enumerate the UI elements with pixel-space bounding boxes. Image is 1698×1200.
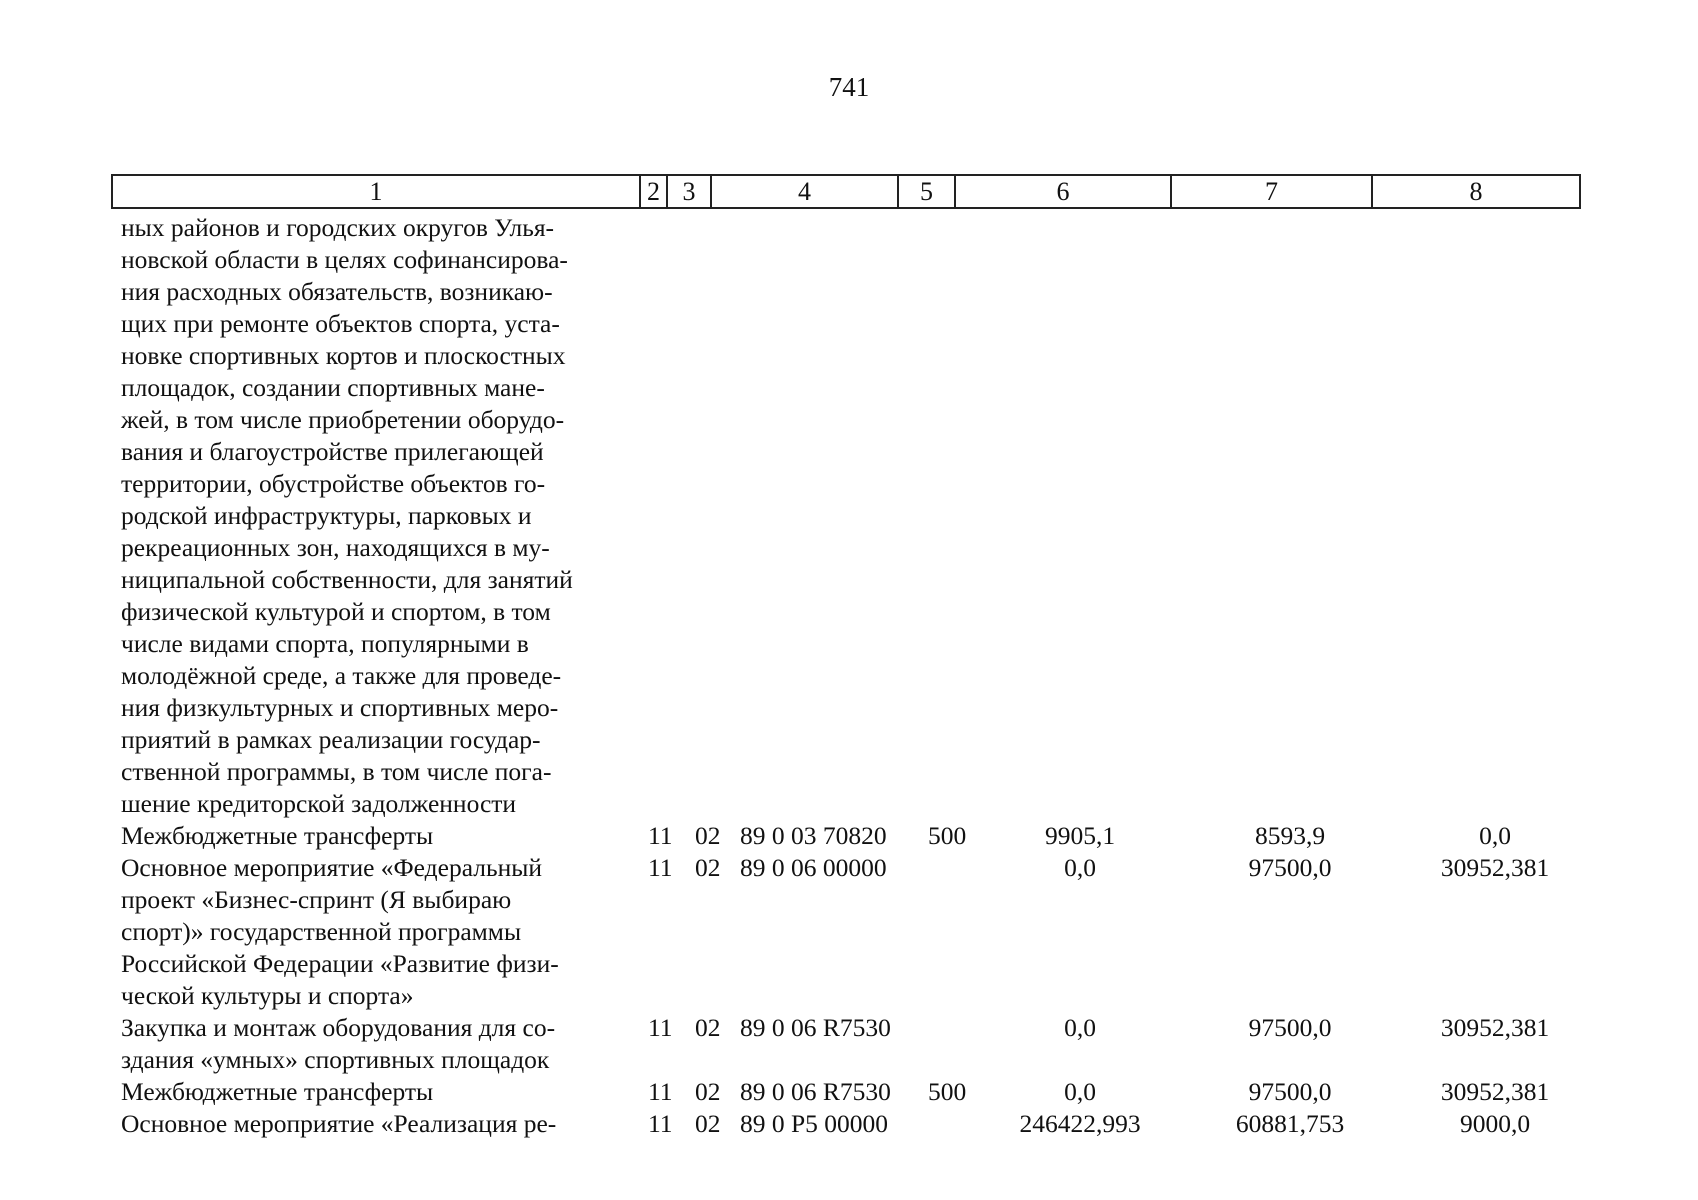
description-line: ния физкультурных и спортивных меро- (121, 693, 559, 722)
amount-col-7: 97500,0 (1248, 853, 1332, 882)
description-line: числе видами спорта, популярными в (121, 629, 529, 658)
description-line: ния расходных обязательств, возникаю- (121, 277, 553, 306)
target-article-code: 89 0 P5 00000 (740, 1109, 889, 1138)
description-line: Закупка и монтаж оборудования для со- (121, 1013, 556, 1042)
description-line: спорт)» государственной программы (121, 917, 522, 946)
column-header-table (111, 174, 1581, 209)
column-header-row (112, 175, 1580, 208)
amount-col-6: 246422,993 (1019, 1109, 1141, 1138)
section-code: 11 (648, 853, 673, 882)
amount-col-8: 30952,381 (1440, 1077, 1550, 1106)
expense-type-code: 500 (928, 821, 967, 850)
description-line: родской инфраструктуры, парковых и (121, 501, 532, 530)
amount-col-6: 9905,1 (1044, 821, 1116, 850)
column-header-1: 1 (112, 175, 640, 208)
description-line: ниципальной собственности, для занятий (121, 565, 573, 594)
row-description (121, 820, 627, 852)
description-line: ственной программы, в том числе пога- (121, 757, 552, 786)
target-article-code: 89 0 06 R7530 (740, 1013, 891, 1042)
amount-col-6: 0,0 (1064, 1077, 1096, 1106)
description-line: площадок, создании спортивных мане- (121, 373, 545, 402)
column-header-8: 8 (1372, 175, 1580, 208)
description-line: ческой культуры и спорта» (121, 981, 414, 1010)
subsection-code: 02 (695, 1077, 721, 1106)
column-header-3: 3 (667, 175, 711, 208)
section-code: 11 (648, 1077, 673, 1106)
description-line: щих при ремонте объектов спорта, уста- (121, 309, 560, 338)
section-code: 11 (648, 1013, 673, 1042)
description-line: приятий в рамках реализации государ- (121, 725, 541, 754)
description-line: рекреационных зон, находящихся в му- (121, 533, 550, 562)
amount-col-7: 97500,0 (1248, 1077, 1332, 1106)
row-description (121, 1012, 627, 1076)
subsection-code: 02 (695, 821, 721, 850)
section-code: 11 (648, 821, 673, 850)
description-line: новской области в целях софинансирова- (121, 245, 568, 274)
description-line: проект «Бизнес-спринт (Я выбираю (121, 885, 512, 914)
amount-col-7: 97500,0 (1248, 1013, 1332, 1042)
target-article-code: 89 0 06 R7530 (740, 1077, 891, 1106)
column-header-5: 5 (898, 175, 955, 208)
target-article-code: 89 0 06 00000 (740, 853, 887, 882)
description-line: территории, обустройстве объектов го- (121, 469, 546, 498)
column-header-2: 2 (640, 175, 667, 208)
amount-col-6: 0,0 (1064, 1013, 1096, 1042)
description-line: здания «умных» спортивных площадок (121, 1045, 550, 1074)
expense-type-code: 500 (928, 1077, 967, 1106)
description-line: вания и благоустройстве прилегающей (121, 437, 544, 466)
description-line: Межбюджетные трансферты (121, 1077, 434, 1106)
description-line: физической культурой и спортом, в том (121, 597, 551, 626)
section-code: 11 (648, 1109, 673, 1138)
description-line: Российской Федерации «Развитие физи- (121, 949, 559, 978)
amount-col-6: 0,0 (1064, 853, 1096, 882)
row-description (121, 852, 627, 1012)
amount-col-8: 30952,381 (1440, 853, 1550, 882)
row-description (121, 212, 627, 820)
amount-col-8: 9000,0 (1459, 1109, 1531, 1138)
description-line: Межбюджетные трансферты (121, 821, 434, 850)
amount-col-8: 0,0 (1479, 821, 1511, 850)
subsection-code: 02 (695, 853, 721, 882)
description-line: шение кредиторской задолженности (121, 789, 517, 818)
row-description (121, 1108, 627, 1140)
description-line: молодёжной среде, а также для проведе- (121, 661, 562, 690)
subsection-code: 02 (695, 1013, 721, 1042)
description-line: ных районов и городских округов Улья- (121, 213, 555, 242)
subsection-code: 02 (695, 1109, 721, 1138)
column-header-4: 4 (711, 175, 898, 208)
row-description (121, 1076, 627, 1108)
description-line: новке спортивных кортов и плоскостных (121, 341, 566, 370)
description-line: жей, в том числе приобретении оборудо- (121, 405, 565, 434)
amount-col-7: 8593,9 (1254, 821, 1326, 850)
amount-col-7: 60881,753 (1235, 1109, 1345, 1138)
column-header-7: 7 (1171, 175, 1372, 208)
description-line: Основное мероприятие «Реализация ре- (121, 1109, 557, 1138)
description-line: Основное мероприятие «Федеральный (121, 853, 543, 882)
amount-col-8: 30952,381 (1440, 1013, 1550, 1042)
target-article-code: 89 0 03 70820 (740, 821, 887, 850)
page-number: 741 (828, 72, 870, 102)
column-header-6: 6 (955, 175, 1171, 208)
